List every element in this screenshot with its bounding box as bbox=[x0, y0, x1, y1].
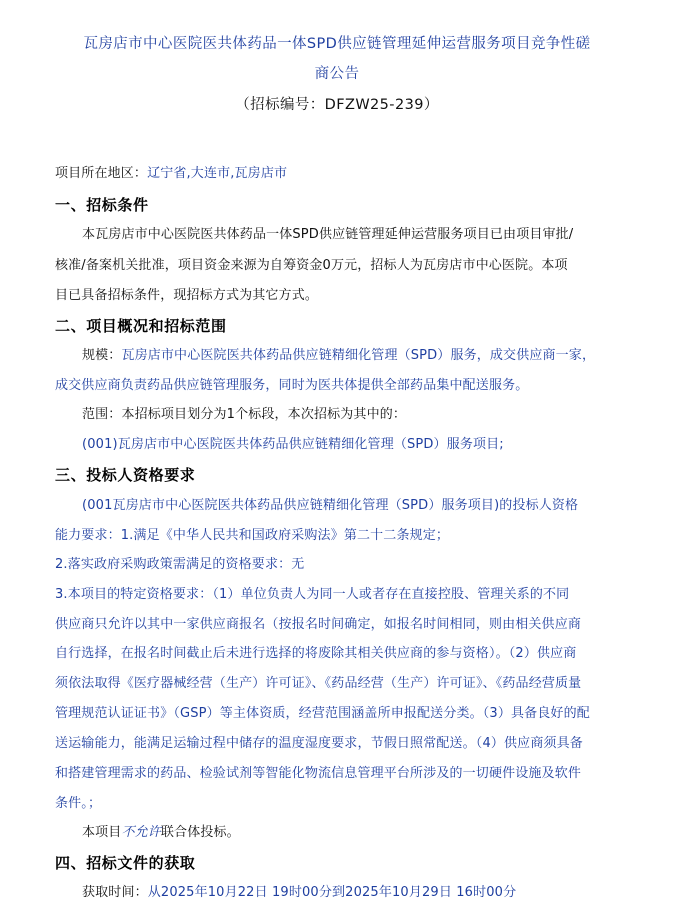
consortium-row bbox=[82, 825, 240, 841]
section-1-line: 本瓦房店市中心医院医共体药品一体SPD供应链管理延伸运营服务项目已由项目审批/ bbox=[82, 227, 574, 242]
acquisition-time-label: 获取时间： bbox=[82, 885, 148, 900]
section-1-line: 目已具备招标条件，现招标方式为其它方式。 bbox=[55, 288, 319, 303]
scale-row bbox=[82, 348, 595, 364]
region-value: 辽宁省,大连市,瓦房店市 bbox=[147, 166, 288, 181]
consortium-value: 不允许 bbox=[121, 825, 161, 840]
qualification-line: 和搭建管理需求的药品、检验试剂等智能化物流信息管理平台所涉及的一切硬件设施及软件 bbox=[55, 766, 582, 781]
scale-label: 规模： bbox=[82, 348, 122, 363]
consortium-suffix: 联合体投标。 bbox=[160, 825, 240, 840]
scope-text: 范围：本招标项目划分为1个标段，本次招标为其中的： bbox=[82, 407, 407, 422]
scale-text: 成交供应商负责药品供应链管理服务，同时为医共体提供全部药品集中配送服务。 bbox=[55, 378, 529, 393]
lot-item: (001)瓦房店市中心医院医共体药品供应链精细化管理（SPD）服务项目; bbox=[82, 437, 504, 452]
scale-text: 瓦房店市中心医院医共体药品供应链精细化管理（SPD）服务，成交供应商一家， bbox=[121, 348, 596, 363]
qualification-line: 能力要求：1.满足《中华人民共和国政府采购法》第二十二条规定； bbox=[55, 528, 450, 543]
section-1-heading: 一、招标条件 bbox=[55, 196, 149, 214]
qualification-line: 2.落实政府采购政策需满足的资格要求：无 bbox=[55, 557, 305, 572]
qualification-line: 条件。； bbox=[55, 796, 102, 811]
tender-code: （招标编号：DFZW25-239） bbox=[235, 97, 439, 113]
section-4-heading: 四、招标文件的获取 bbox=[55, 854, 196, 872]
title-line-1: 瓦房店市中心医院医共体药品一体SPD供应链管理延伸运营服务项目竞争性磋 bbox=[83, 36, 591, 52]
section-2-heading: 二、项目概况和招标范围 bbox=[55, 317, 227, 335]
qualification-line: 须依法取得《医疗器械经营（生产）许可证》、《药品经营（生产）许可证》、《药品经营质量 bbox=[55, 676, 582, 691]
section-3-heading: 三、投标人资格要求 bbox=[55, 466, 196, 484]
qualification-line: 供应商只允许以其中一家供应商报名（按报名时间确定，如报名时间相同，则由相关供应商 bbox=[55, 617, 582, 632]
region-row bbox=[55, 166, 287, 182]
region-label: 项目所在地区： bbox=[55, 166, 148, 181]
consortium-prefix: 本项目 bbox=[82, 825, 122, 840]
qualification-line: 送运输能力，能满足运输过程中储存的温度湿度要求，节假日照常配送。（4）供应商须具备 bbox=[55, 736, 583, 751]
qualification-line: 3.本项目的特定资格要求：（1）单位负责人为同一人或者存在直接控股、管理关系的不同 bbox=[55, 587, 570, 602]
qualification-line: (001瓦房店市中心医院医共体药品供应链精细化管理（SPD）服务项目)的投标人资格 bbox=[82, 498, 579, 513]
acquisition-time-value: 从2025年10月22日 19时00分到2025年10月29日 16时00分 bbox=[147, 885, 517, 900]
qualification-line: 管理规范认证证书》（GSP）等主体资质，经营范围涵盖所申报配送分类。（3）具备良好的配 bbox=[55, 706, 590, 721]
section-1-line: 核准/备案机关批准，项目资金来源为自筹资金0万元，招标人为瓦房店市中心医院。本项 bbox=[55, 258, 568, 273]
acquisition-time-row bbox=[82, 885, 516, 901]
title-line-2: 商公告 bbox=[314, 66, 360, 82]
qualification-line: 自行选择，在报名时间截止后未进行选择的将废除其相关供应商的参与资格）。（2）供应商 bbox=[55, 646, 577, 661]
